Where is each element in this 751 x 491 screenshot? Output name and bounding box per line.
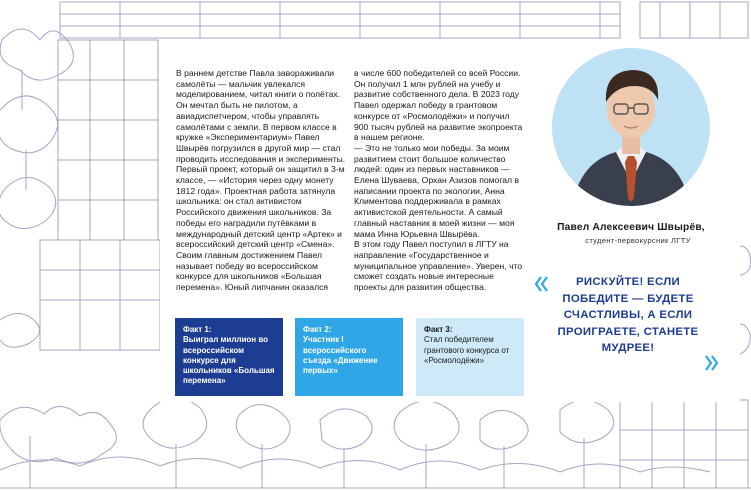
fact-title: Факт 3: [424,325,453,334]
quote-close-icon [706,356,711,370]
fact-text: Выиграл миллион во всероссийском конкурсе для школьников «Большая перемена» [183,335,275,386]
article-column-1: В раннем детстве Павла завораживали самолёты — мальчик увлекался моделированием, читал книги о полётах. Он мечтал быть не пилотом, а авиадиспетчером, чтобы управлять самолётами с земли. В первом классе в кружке «Экспериментариум» Павел Швырёв погрузился в другой мир — стал проводить исследования и эксперименты. Первый проект, который он защитил в 3-м классе, — «История через одну монету 1812 года». Проектная работа затянула школьника: он стал активистом Российского движения школьников. За победы его наградили путёвками в международный детский центр «Артек» и всероссийский детский центр «Смена». Своим главным достижением Павел называет победу во всероссийском конкурсе для школьников «Большая перемена». Юный липчанин оказался [176,68,346,293]
quote-text: РИСКУЙТЕ! ЕСЛИ ПОБЕДИТЕ — БУДЕТЕ СЧАСТЛИВЫ, А ЕСЛИ ПРОИГРАЕТЕ, СТАНЕТЕ МУДРЕЕ! [557,276,699,355]
person-illustration [552,48,710,206]
fact-text: Стал победителем грантового конкурса от «Росмолодёжи» [424,335,510,365]
person-name: Павел Алексеевич Швырёв, [557,222,705,233]
portrait-photo [552,48,710,206]
fact-card-3 [416,318,524,396]
fact-title: Факт 1: [183,325,212,334]
quote-open-icon [536,277,541,291]
fact-text: Участник I всероссийского съезда «Движение первых» [303,335,378,376]
article-column-2: в числе 600 победителей со всей России. Он получил 1 млн рублей на учебу и развитие собственного дела. В 2023 году Павел одержал победу в грантовом конкурсе от «Росмолодёжи» и получил 900 тысяч рублей на развитие экопроекта в нашем регионе. — Это не только мои победы. За моим развитием стоит большое количество людей: один из первых наставников — Елена Шуваева, Орхан Азизов помогал в написании проекта по экологии, Анна Климентова поддерживала в рамках активистской деятельности. А самый главный наставник в моей жизни — моя мама Инна Юрьевна Швырёва. В этом году Павел поступил в ЛГТУ на направление «Государственное и муниципальное управление». Уверен, что сможет создать новые интересные проекты для развития общества. [354,68,523,293]
fact-title: Факт 2: [303,325,332,334]
person-role: студент-первокурсник ЛГТУ [585,236,691,245]
fact-card-2 [295,318,403,396]
fact-card-1 [175,318,283,396]
